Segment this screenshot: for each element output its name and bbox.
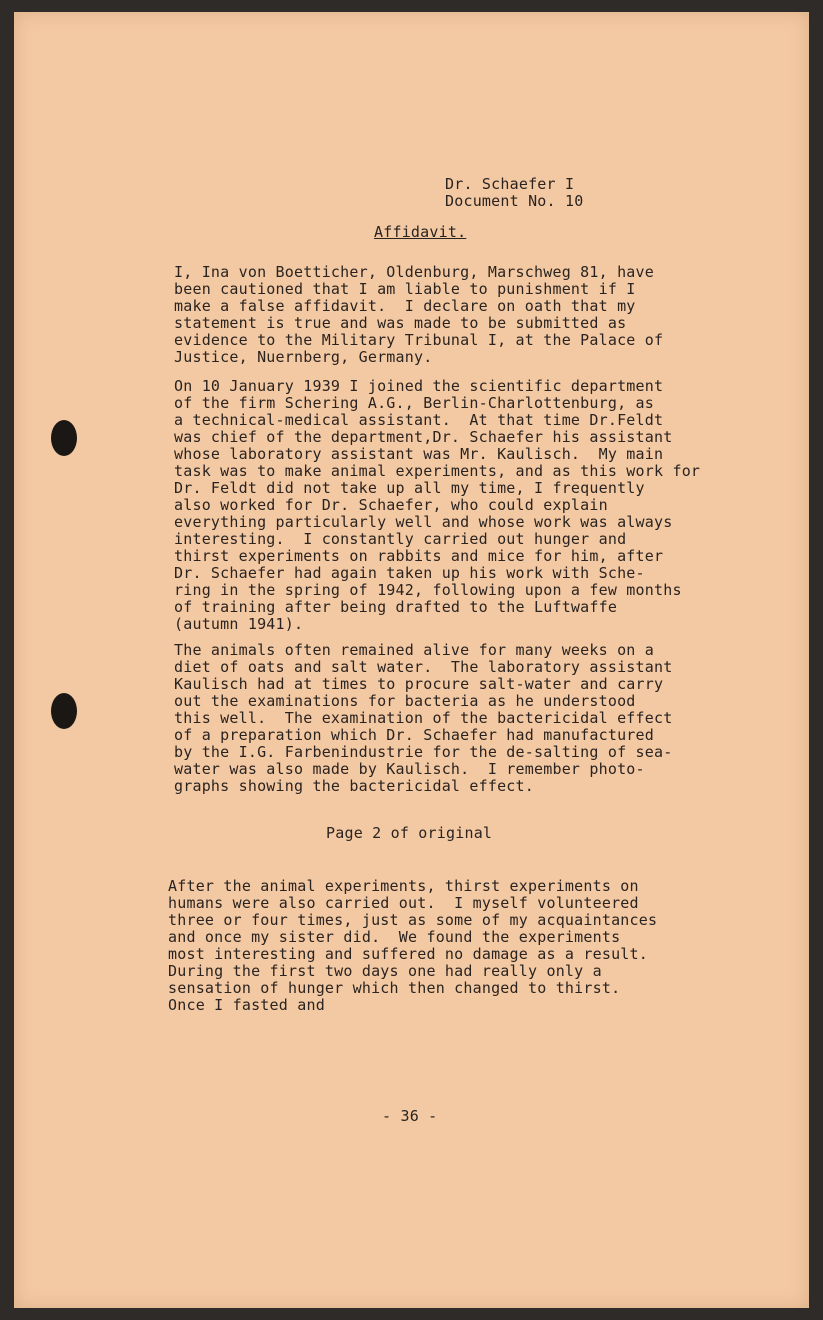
text-line: water was also made by Kaulisch. I remember photo- (174, 760, 645, 778)
text-line: graphs showing the bactericidal effect. (174, 777, 534, 795)
text-line: whose laboratory assistant was Mr. Kaulisch. My main (174, 445, 664, 463)
text-line: humans were also carried out. I myself volunteered (168, 894, 639, 912)
text-line: task was to make animal experiments, and as this work for (174, 462, 701, 480)
document-header (445, 176, 583, 210)
text-line: Justice, Nuernberg, Germany. (174, 348, 433, 366)
text-line: Kaulisch had at times to procure salt-water and carry (174, 675, 664, 693)
text-line: evidence to the Military Tribunal I, at the Palace of (174, 331, 664, 349)
text-line: a technical-medical assistant. At that time Dr.Feldt (174, 411, 664, 429)
text-line: also worked for Dr. Schaefer, who could explain (174, 496, 608, 514)
document-title: Affidavit. (374, 223, 467, 241)
text-line: and once my sister did. We found the experiments (168, 928, 621, 946)
text-line: Once I fasted and (168, 996, 325, 1014)
text-line: Dr. Schaefer had again taken up his work with Sche- (174, 564, 645, 582)
text-line: On 10 January 1939 I joined the scientific department (174, 377, 664, 395)
text-line: (autumn 1941). (174, 615, 304, 633)
header-line: Document No. 10 (445, 192, 584, 210)
text-line: out the examinations for bacteria as he understood (174, 692, 636, 710)
page-number: - 36 - (382, 1107, 438, 1125)
paragraph-3 (174, 642, 672, 795)
header-line: Dr. Schaefer I (445, 175, 575, 193)
text-line: I, Ina von Boetticher, Oldenburg, Marschweg 81, have (174, 263, 654, 281)
text-line: The animals often remained alive for many weeks on a (174, 641, 654, 659)
text-line: was chief of the department,Dr. Schaefer his assistant (174, 428, 673, 446)
text-line: of training after being drafted to the Luftwaffe (174, 598, 618, 616)
text-line: interesting. I constantly carried out hunger and (174, 530, 627, 548)
text-line: statement is true and was made to be submitted as (174, 314, 627, 332)
text-line: this well. The examination of the bactericidal effect (174, 709, 673, 727)
text-line: sensation of hunger which then changed to thirst. (168, 979, 621, 997)
paragraph-2 (174, 378, 700, 633)
page-marker: Page 2 of original (326, 824, 493, 842)
text-line: everything particularly well and whose work was always (174, 513, 673, 531)
text-line: After the animal experiments, thirst experiments on (168, 877, 639, 895)
text-line: three or four times, just as some of my acquaintances (168, 911, 658, 929)
text-line: of the firm Schering A.G., Berlin-Charlottenburg, as (174, 394, 654, 412)
text-line: of a preparation which Dr. Schaefer had manufactured (174, 726, 654, 744)
paragraph-4 (168, 878, 657, 1014)
punch-hole (51, 693, 77, 729)
text-line: ring in the spring of 1942, following upon a few months (174, 581, 682, 599)
text-line: make a false affidavit. I declare on oath that my (174, 297, 636, 315)
document-page (14, 12, 809, 1308)
text-line: thirst experiments on rabbits and mice for him, after (174, 547, 664, 565)
punch-hole (51, 420, 77, 456)
paragraph-1 (174, 264, 663, 366)
text-line: by the I.G. Farbenindustrie for the de-salting of sea- (174, 743, 673, 761)
text-line: Dr. Feldt did not take up all my time, I frequently (174, 479, 645, 497)
text-line: been cautioned that I am liable to punishment if I (174, 280, 636, 298)
text-line: During the first two days one had really only a (168, 962, 602, 980)
text-line: most interesting and suffered no damage as a result. (168, 945, 648, 963)
text-line: diet of oats and salt water. The laboratory assistant (174, 658, 673, 676)
